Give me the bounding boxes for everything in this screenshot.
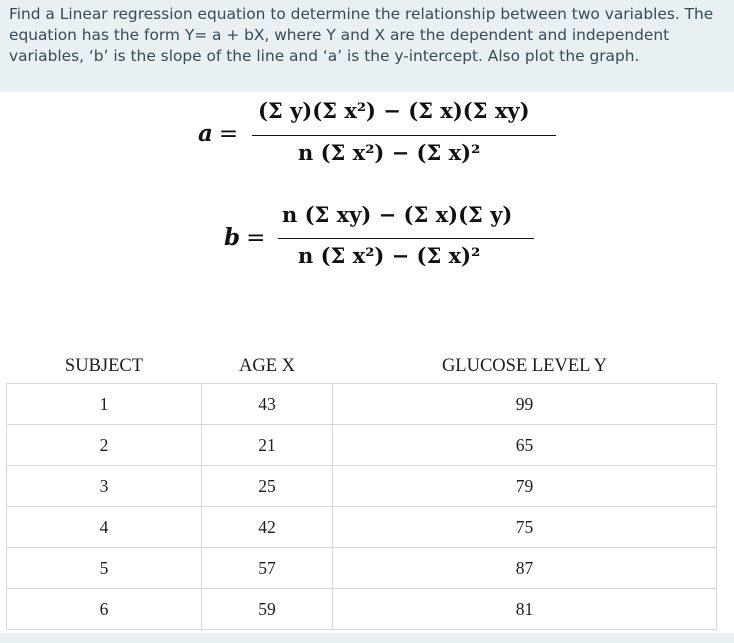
cell-subject: 3: [7, 466, 202, 507]
cell-age: 43: [202, 384, 333, 425]
formula-a-denominator: n (Σ x²) − (Σ x)²: [298, 140, 481, 165]
cell-age: 25: [202, 466, 333, 507]
table-row: [7, 507, 717, 548]
cell-subject: 5: [7, 548, 202, 589]
cell-subject: 6: [7, 589, 202, 630]
data-table: [6, 350, 717, 630]
cell-subject: 4: [7, 507, 202, 548]
formula-b-fraction-bar: [278, 238, 534, 239]
formula-b-variable: b: [224, 224, 241, 251]
cell-age: 42: [202, 507, 333, 548]
cell-glucose: 65: [333, 425, 717, 466]
table-row: [7, 548, 717, 589]
formula-a-equals: =: [218, 121, 239, 147]
cell-subject: 2: [7, 425, 202, 466]
cell-age: 57: [202, 548, 333, 589]
header-glucose-y: GLUCOSE LEVEL Y: [441, 356, 608, 376]
header-subject: SUBJECT: [64, 356, 144, 376]
formula-a-lhs: [198, 120, 238, 147]
cell-glucose: 79: [333, 466, 717, 507]
cell-glucose: 75: [333, 507, 717, 548]
question-line-1: Find a Linear regression equation to determine the relationship between two variables. The: [9, 5, 714, 23]
formula-b-denominator: n (Σ x²) − (Σ x)²: [298, 243, 481, 268]
cell-glucose: 99: [333, 384, 717, 425]
question-box: [0, 0, 734, 92]
formula-a-fraction-bar: [252, 135, 556, 136]
table-row: [7, 384, 717, 425]
formula-a-numerator: (Σ y)(Σ x²) − (Σ x)(Σ xy): [258, 98, 530, 123]
data-table-image: [0, 350, 734, 643]
cell-glucose: 81: [333, 589, 717, 630]
formulas-image: [0, 92, 734, 350]
cell-age: 59: [202, 589, 333, 630]
cell-age: 21: [202, 425, 333, 466]
cell-glucose: 87: [333, 548, 717, 589]
cell-subject: 1: [7, 384, 202, 425]
formula-b-equals: =: [246, 225, 266, 251]
formula-b-lhs: [224, 224, 265, 251]
table-header-row: [7, 350, 717, 384]
question-line-2: equation has the form Y= a + bX, where Y and X are the dependent and independent: [9, 26, 670, 44]
question-line-3: variables, ‘b’ is the slope of the line and ‘a’ is the y-intercept. Also plot the graph.: [9, 47, 640, 65]
formula-a-variable: a: [198, 120, 213, 147]
formula-b-numerator: n (Σ xy) − (Σ x)(Σ y): [282, 202, 513, 227]
bottom-strip: [0, 633, 734, 643]
table-row: [7, 425, 717, 466]
table-row: [7, 589, 717, 630]
table-row: [7, 466, 717, 507]
header-age-x: AGE X: [238, 356, 295, 376]
